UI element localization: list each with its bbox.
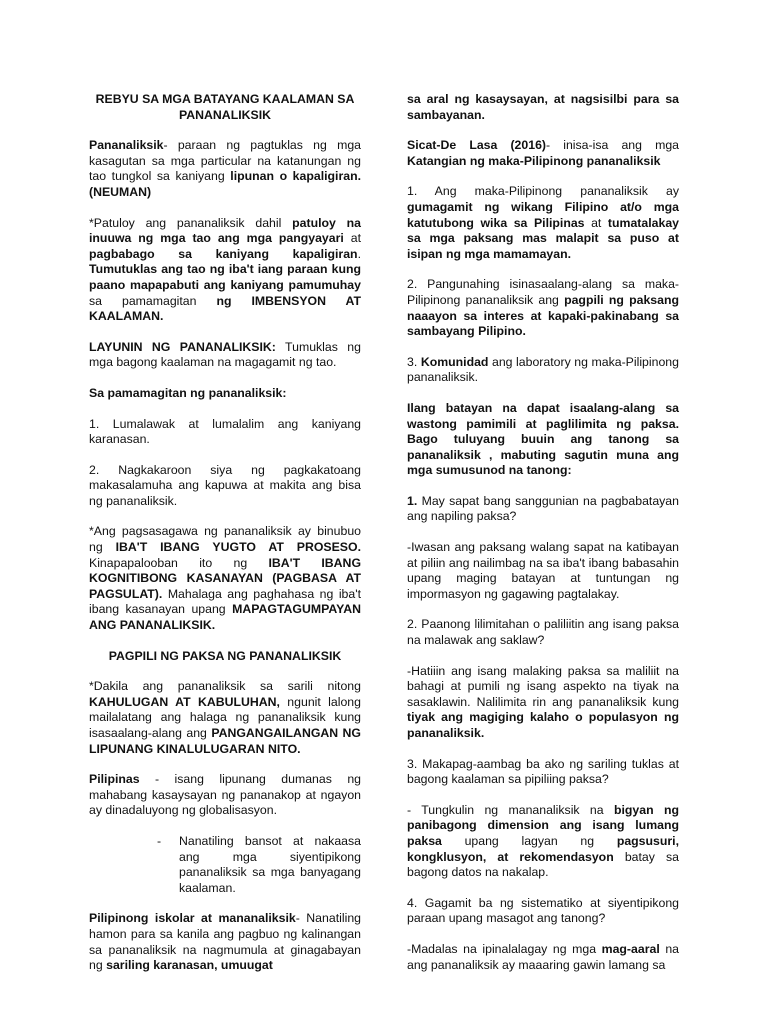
text: - paraan ng pagtuklas ng mga kasagutan sa mga particular na katanungan ng tao tungkol sa kaniyang (89, 138, 361, 184)
right-column (407, 92, 679, 973)
paragraph-pilipinas (89, 772, 361, 819)
text: ang laboratory ng maka-Pilipinong pananaliksik. (407, 354, 679, 385)
emphasis: Katangian ng maka-Pilipinong pananaliksik (407, 153, 661, 168)
answer-3 (407, 803, 679, 881)
text: na ang pananaliksik ay maaaring gawin lamang sa (407, 941, 679, 972)
text: *Dakila ang pananaliksik sa sarili nitong (89, 679, 361, 694)
paragraph-dakila (89, 679, 361, 757)
bullet-dash: - (157, 833, 162, 848)
katangian-3 (407, 355, 679, 386)
text: *Patuloy ang pananaliksik dahil (89, 215, 293, 230)
emphasis: IBA'T IBANG YUGTO AT PROSESO. (115, 540, 361, 555)
text: . (357, 246, 361, 261)
question-4: 4. Gagamit ba ng sistematiko at siyentipikong paraan upang masagot ang tanong? (407, 895, 679, 926)
text: - inisa-isa ang mga (546, 138, 679, 153)
emphasis: Sa pamamagitan ng pananaliksik: (89, 385, 287, 400)
text: Kinapapalooban ito ng (89, 555, 269, 570)
term: Pananaliksik (89, 138, 164, 153)
text: at (343, 231, 361, 246)
question-3: 3. Makapag-aambag ba ako ng sariling tuklas at bagong kaalaman sa pipiliing paksa? (407, 756, 679, 787)
emphasis: MAPAGTAGUMPAYAN ANG PANANALIKSIK. (89, 602, 361, 633)
emphasis: patuloy na inuuwa ng mga tao ang mga pangyayari (89, 215, 362, 246)
katangian-2 (407, 277, 679, 339)
emphasis: Sicat-De Lasa (2016) (407, 138, 547, 153)
text: 3. (407, 354, 421, 369)
emphasis: tumatalakay sa mga paksang mas malapit sa puso at isipan ng mga mamamayan. (407, 215, 680, 261)
text: Mahalaga ang paghahasa ng iba't ibang kasanayan upang (89, 586, 361, 617)
definition-pananaliksik (89, 138, 361, 200)
emphasis: Komunidad (420, 354, 489, 369)
emphasis: Ilang batayan na dapat isaalang-alang sa wastong pamimili at paglilimita ng paksa. Bago tuluyang buuin ang tanong sa pananaliksik , mabuting sagutin muna ang mga sumusunod na tanong: (407, 400, 679, 478)
paragraph-sicat (407, 138, 679, 169)
text: 2. Pangunahing isinasaalang-alang sa maka-Pilipinong pananaliksik ang (407, 277, 679, 307)
text: at (584, 215, 608, 230)
text: upang lagyan ng (441, 833, 617, 848)
left-column (89, 92, 361, 974)
list-item-1: 1. Lumalawak at lumalalim ang kaniyang karanasan. (89, 416, 361, 447)
paragraph-layunin (89, 340, 361, 371)
answer-1: -Iwasan ang paksang walang sapat na katibayan at piliin ang nailimbag na sa iba't ibang babasahin upang maging batayan at tuntungan ng impormasyon ng gagawing pagtalakay. (407, 540, 679, 601)
bullet-item (157, 834, 361, 896)
emphasis: ng IMBENSYON AT KAALAMAN. (89, 293, 361, 324)
text: -Hatiiin ang isang malaking paksa sa maliliit na bahagi at pumili ng isang aspekto na tiyak na sasaklawin. Nalilimita rin ang pananaliksik kung (407, 663, 679, 709)
answer-2 (407, 664, 679, 742)
emphasis: 1. (407, 493, 418, 508)
paragraph-pagsasagawa (89, 524, 361, 633)
emphasis: bigyan ng panibagong dimension ang isang lumang paksa (407, 802, 679, 848)
text: - isang lipunang dumanas ng mahabang kasaysayan ng pananakop at ngayon ay dinadaluyong ng globalisasyon. (89, 772, 361, 818)
emphasis: IBA'T IBANG KOGNITIBONG KASANAYAN (PAGBASA AT PAGSULAT). (89, 555, 362, 601)
emphasis: PANGANGAILANGAN NG LIPUNANG KINALULUGARAN NITO. (89, 726, 361, 756)
paragraph-continued (407, 92, 679, 123)
text: May sapat bang sanggunian na pagbabatayan ang napiling paksa? (407, 493, 679, 524)
emphasis: sa aral ng kasaysayan, at nagsisilbi para sa sambayanan. (407, 92, 679, 122)
emphasis: pagpili ng paksang naaayon sa interes at kapaki-pakinabang sa sambayang Pilipino. (407, 292, 679, 339)
paragraph-patuloy (89, 216, 361, 325)
emphasis: mag-aaral (601, 941, 660, 956)
emphasis: Pilipinong iskolar at mananaliksik (89, 911, 296, 926)
section-heading-pagpili: PAGPILI NG PAKSA NG PANANALIKSIK (108, 648, 342, 663)
question-2: 2. Paanong lilimitahan o paliliitin ang isang paksa na malawak ang saklaw? (407, 617, 679, 648)
emphasis: tiyak ang magiging kalaho o populasyon ng pananaliksik. (407, 710, 679, 740)
katangian-1 (407, 184, 679, 262)
emphasis: KAHULUGAN AT KABULUHAN, (89, 694, 280, 709)
text: - Tungkulin ng mananaliksik na (407, 802, 614, 817)
text: ngunit lalong mailalatang ang halaga ng pananaliksik kung isasaalang-alang ang (89, 694, 361, 740)
emphasis: pagbabago sa kaniyang kapaligiran (89, 246, 358, 261)
question-1 (407, 494, 679, 525)
emphasis: Tumutuklas ang tao ng iba't iang paraan kung paano mapapabuti ang kaniyang pamumuhay (89, 262, 361, 292)
text: sa pamamagitan (89, 293, 217, 308)
answer-4 (407, 942, 679, 973)
emphasis: sariling karanasan, umuugat (106, 958, 273, 973)
text: - Nanatiling hamon para sa kanila ang pagbuo ng kalinangan sa pananaliksik na nagmumula at ginagabayan ng (89, 911, 361, 973)
emphasis: LAYUNIN NG PANANALIKSIK: (89, 339, 276, 354)
paragraph-batayan (407, 401, 679, 479)
text: Tumuklas ng mga bagong kaalaman na magagamit ng tao. (89, 339, 361, 370)
emphasis: pagsusuri, kongklusyon, at rekomendasyon (407, 833, 679, 864)
list-item-2: 2. Nagkakaroon siya ng pagkakatoang makasalamuha ang kapuwa at makita ang bisa ng pananaliksik. (89, 462, 361, 508)
text: 1. Ang maka-Pilipinong pananaliksik ay (407, 184, 679, 199)
document-title: REBYU SA MGA BATAYANG KAALAMAN SA PANANALIKSIK (95, 92, 355, 122)
subheading-pamamagitan (89, 386, 361, 402)
emphasis: Pilipinas (89, 772, 140, 787)
emphasis: gumagamit ng wikang Filipino at/o mga katutubong wika sa Pilipinas (407, 199, 679, 230)
bullet-text: Nanatiling bansot at nakaasa ang mga siyentipikong pananaliksik sa mga banyagang kaalaman. (179, 833, 361, 895)
text: *Ang pagsasagawa ng pananaliksik ay binubuo ng (89, 524, 361, 555)
text: batay sa bagong datos na nakalap. (407, 849, 679, 880)
emphasis: lipunan o kapaligiran. (NEUMAN) (89, 169, 362, 199)
paragraph-iskolar (89, 911, 361, 973)
text: -Madalas na ipinalalagay ng mga (407, 941, 602, 956)
